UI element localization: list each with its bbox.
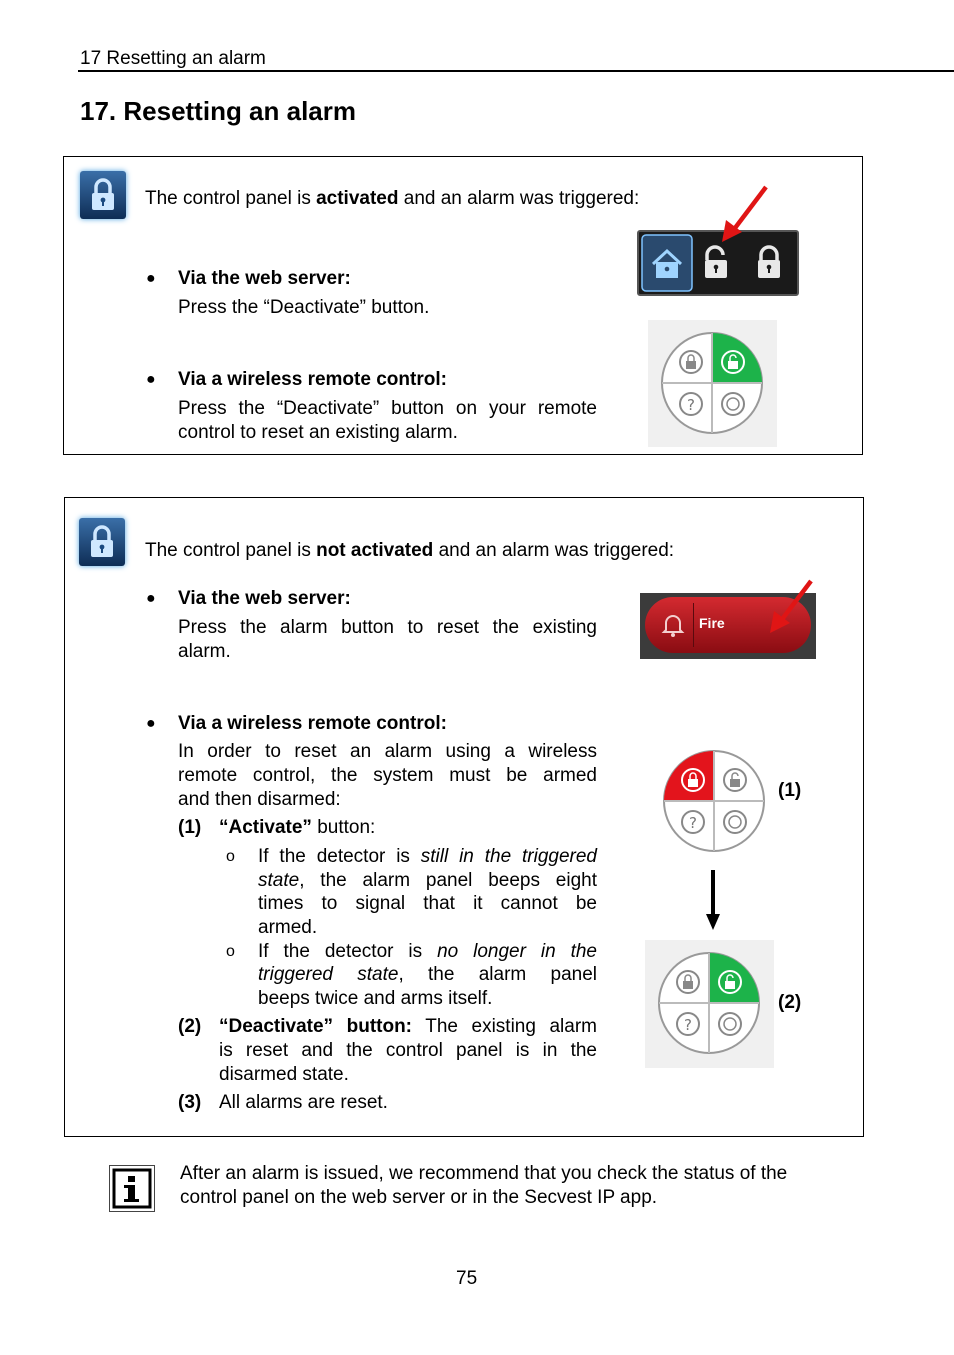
remote-keypad-deactivate bbox=[645, 940, 774, 1068]
bullet-icon: ● bbox=[146, 715, 156, 732]
page-number: 75 bbox=[456, 1268, 478, 1289]
step2-number: (2) bbox=[178, 1016, 202, 1037]
step2-line2: is reset and the control panel is in the bbox=[219, 1040, 597, 1061]
remote-keypad-deactivate bbox=[648, 320, 777, 447]
sub1-line4: armed. bbox=[258, 917, 318, 938]
down-arrow-icon bbox=[703, 870, 723, 938]
sub1-line2: state, the alarm panel beeps eight bbox=[258, 870, 597, 891]
svg-text:?: ? bbox=[684, 1016, 692, 1034]
box1-remote-line1: Press the “Deactivate” button on your remote bbox=[178, 398, 597, 419]
sub2-line1: If the detector is no longer in the bbox=[258, 941, 597, 962]
header-rule bbox=[78, 70, 954, 72]
bullet-icon: ● bbox=[146, 590, 156, 607]
lock-icon bbox=[79, 518, 125, 566]
step2-line1: “Deactivate” button: The existing alarm bbox=[219, 1016, 597, 1037]
step2-line3: disarmed state. bbox=[219, 1064, 349, 1085]
box2-remote-line3: and then disarmed: bbox=[178, 789, 341, 810]
fire-label: Fire bbox=[699, 615, 725, 631]
sub1-line3: times to signal that it cannot be bbox=[258, 893, 597, 914]
lock-icon bbox=[80, 171, 126, 219]
keypad-label-2: (2) bbox=[778, 992, 802, 1013]
box2-intro: The control panel is not activated and an alarm was triggered: bbox=[145, 540, 675, 561]
svg-text:?: ? bbox=[687, 396, 695, 414]
red-arrow-icon bbox=[718, 184, 772, 250]
bullet-icon: ● bbox=[146, 270, 156, 287]
sub1-line1: If the detector is still in the triggered bbox=[258, 846, 597, 867]
info-icon bbox=[109, 1165, 155, 1212]
remote-keypad-activate bbox=[660, 748, 768, 854]
svg-text:?: ? bbox=[689, 814, 697, 832]
info-line1: After an alarm is issued, we recommend that you check the status of the bbox=[180, 1163, 788, 1184]
box2-remote-line2: remote control, the system must be armed bbox=[178, 765, 597, 786]
sub-bullet-icon: o bbox=[226, 848, 235, 865]
box2-web-line2: alarm. bbox=[178, 641, 231, 662]
box1-remote-title: Via a wireless remote control: bbox=[178, 369, 447, 390]
step1-number: (1) bbox=[178, 817, 202, 838]
box1-web-text: Press the “Deactivate” button. bbox=[178, 297, 430, 318]
box2-remote-line1: In order to reset an alarm using a wireless bbox=[178, 741, 597, 762]
box2-web-line1: Press the alarm button to reset the existing bbox=[178, 617, 597, 638]
keypad-label-1: (1) bbox=[778, 780, 802, 801]
sub2-line2: triggered state, the alarm panel bbox=[258, 964, 597, 985]
red-arrow-icon bbox=[766, 578, 816, 642]
running-header: 17 Resetting an alarm bbox=[80, 48, 266, 69]
box1-web-title: Via the web server: bbox=[178, 268, 351, 289]
box2-remote-title: Via a wireless remote control: bbox=[178, 713, 447, 734]
bullet-icon: ● bbox=[146, 371, 156, 388]
step3-number: (3) bbox=[178, 1092, 202, 1113]
step3-text: All alarms are reset. bbox=[219, 1092, 388, 1113]
info-line2: control panel on the web server or in the Secvest IP app. bbox=[180, 1187, 658, 1208]
box2-web-title: Via the web server: bbox=[178, 588, 351, 609]
bell-icon bbox=[659, 611, 687, 639]
sub2-line3: beeps twice and arms itself. bbox=[258, 988, 493, 1009]
chapter-heading: 17. Resetting an alarm bbox=[80, 96, 356, 126]
sub-bullet-icon: o bbox=[226, 943, 235, 960]
box1-intro: The control panel is activated and an alarm was triggered: bbox=[145, 188, 640, 209]
step1-text: “Activate” button: bbox=[219, 817, 376, 838]
fire-divider bbox=[693, 603, 694, 647]
box1-remote-line2: control to reset an existing alarm. bbox=[178, 422, 458, 443]
